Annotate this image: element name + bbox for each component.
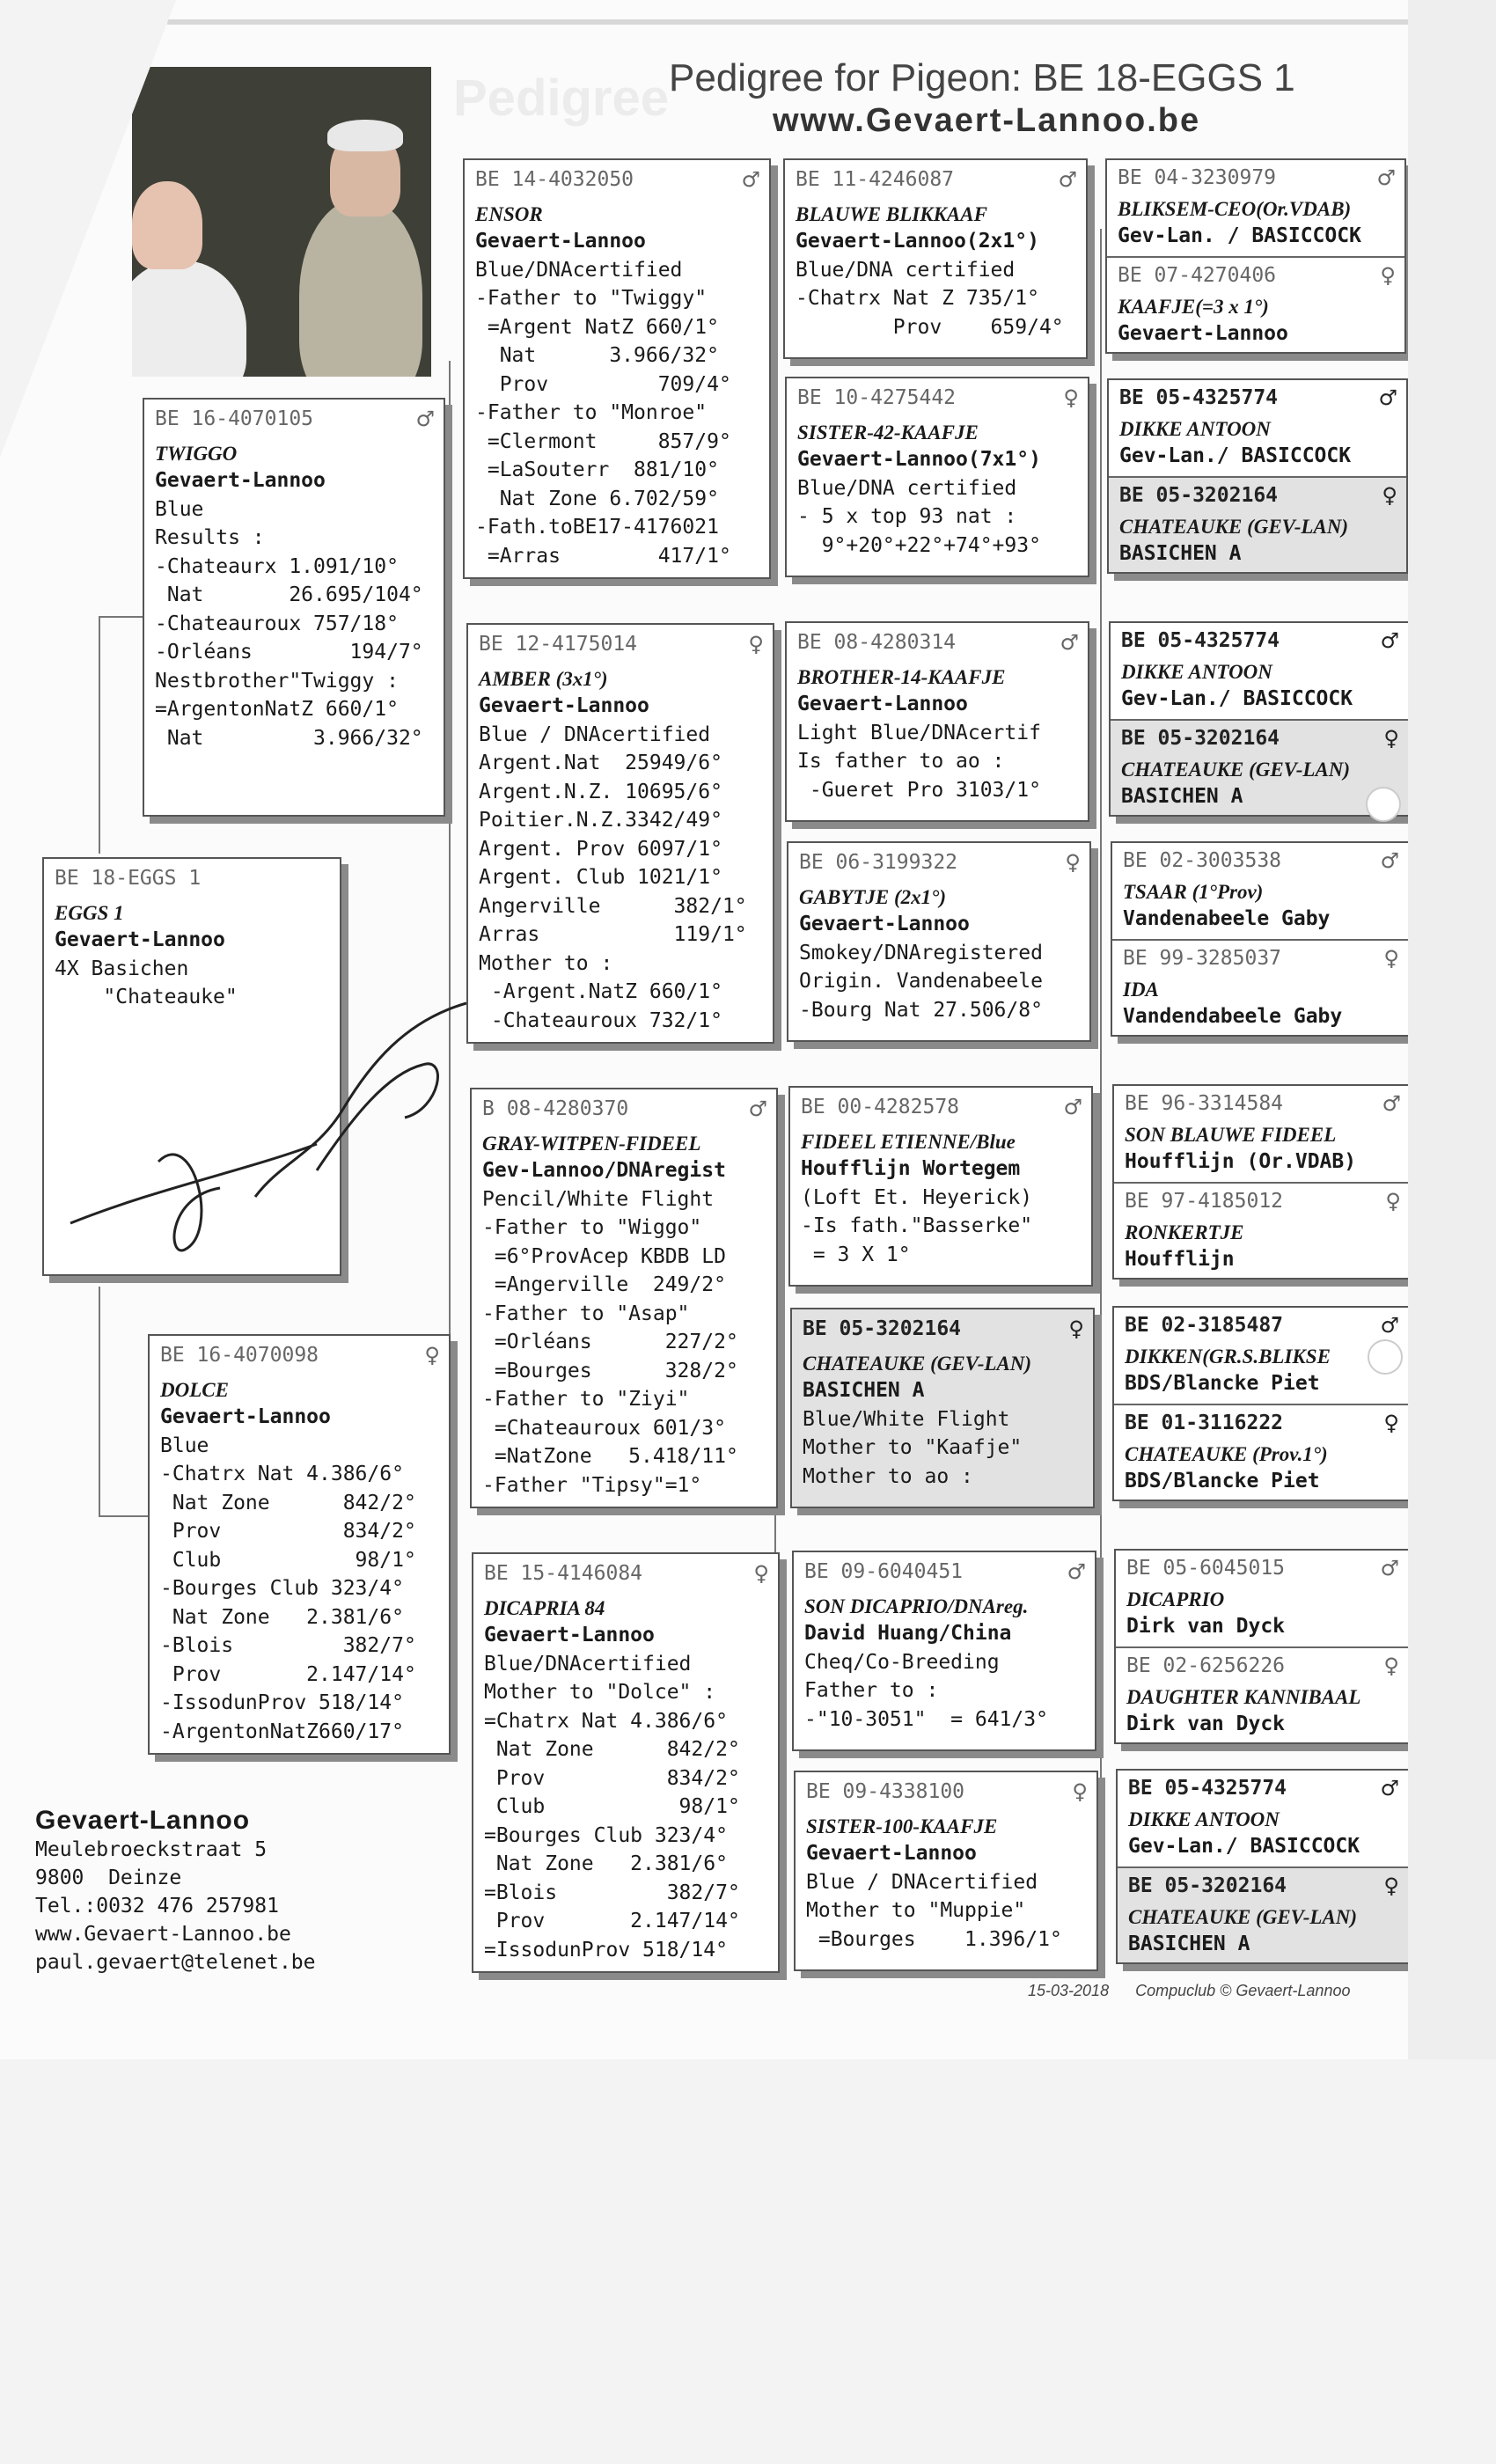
ancestor-female[interactable]: [1111, 719, 1408, 815]
info-line: =Orléans 227/2°: [482, 1331, 738, 1353]
ancestor-pair-2[interactable]: [1107, 378, 1408, 574]
background-watermark: Pedigree: [453, 70, 669, 127]
info-line: Blue: [155, 497, 204, 521]
info-line: Gevaert-Lannoo(7x1°): [797, 448, 1041, 471]
info-line: Father to :: [804, 1679, 939, 1702]
email-link[interactable]: paul.gevaert@telenet.be: [35, 1951, 316, 1974]
pigeon-card-mother[interactable]: [148, 1334, 451, 1755]
pigeon-name: DIKKE ANTOON: [1128, 1808, 1280, 1830]
male-icon: ♂: [1380, 848, 1399, 873]
info-line: Nat Zone 6.702/59°: [475, 487, 719, 510]
pigeon-card-fmf[interactable]: [785, 621, 1089, 822]
info-line: -Father to "Ziyi": [482, 1388, 690, 1411]
pigeon-name: SON BLAUWE FIDEEL: [1125, 1124, 1337, 1146]
ring-number: BE 05-3202164: [1128, 1874, 1287, 1897]
info-line: Gevaert-Lannoo(2x1°): [796, 230, 1039, 253]
male-icon: ♂: [1380, 628, 1399, 653]
female-icon: ♀: [1068, 1316, 1084, 1341]
info-line: Prov 834/2°: [484, 1766, 740, 1790]
ring-number: BE 01-3116222: [1125, 1412, 1284, 1434]
pigeon-name: FIDEEL ETIENNE/Blue: [801, 1131, 1016, 1153]
pigeon-name: CHATEAUKE (GEV-LAN): [803, 1353, 1032, 1375]
pigeon-name: EGGS 1: [55, 902, 124, 924]
breeder-line: Gev-Lan./ BASICCOCK: [1121, 687, 1353, 710]
male-icon: ♂: [1380, 1313, 1399, 1338]
ring-number: BE 00-4282578: [801, 1096, 960, 1118]
pigeon-name: AMBER (3x1°): [479, 668, 608, 690]
info-line: - 5 x top 93 nat :: [797, 505, 1017, 528]
ancestor-male[interactable]: [1114, 1308, 1408, 1404]
ring-number: BE 04-3230979: [1118, 166, 1277, 189]
info-line: -Orléans 194/7°: [155, 641, 423, 664]
pigeon-card-fff[interactable]: [783, 158, 1088, 359]
info-line: Gevaert-Lannoo: [55, 928, 225, 951]
page-title: Pedigree for Pigeon: BE 18-EGGS 1: [669, 56, 1295, 99]
ring-number: BE 11-4246087: [796, 168, 955, 191]
info-line: Nat 26.695/104°: [155, 583, 423, 606]
ring-number: BE 09-6040451: [804, 1560, 964, 1583]
ring-number: BE 09-4338100: [806, 1780, 965, 1803]
info-line: Gevaert-Lannoo: [484, 1624, 655, 1646]
ring-number: BE 97-4185012: [1125, 1190, 1284, 1213]
female-icon: ♀: [1063, 385, 1079, 410]
info-line: Nestbrother"Twiggy :: [155, 669, 399, 693]
male-icon: ♂: [741, 167, 760, 192]
pigeon-card-mff[interactable]: [788, 1086, 1093, 1287]
ancestor-female[interactable]: [1107, 256, 1404, 352]
pigeon-name: IDA: [1123, 979, 1159, 1001]
info-line: =Chatrx Nat 4.386/6°: [484, 1709, 728, 1733]
owners-photo: [132, 67, 431, 377]
info-line: -Chateauroux 757/18°: [155, 612, 399, 635]
info-line: Argent.N.Z. 10695/6°: [479, 780, 722, 803]
ancestor-male[interactable]: [1111, 623, 1408, 719]
breeder-line: Houfflijn (Or.VDAB): [1125, 1150, 1357, 1173]
pigeon-name: CHATEAUKE (GEV-LAN): [1119, 516, 1349, 538]
pigeon-name: RONKERTJE: [1125, 1221, 1244, 1243]
ring-number: BE 02-6256226: [1126, 1654, 1286, 1677]
info-line: Poitier.N.Z.3342/49°: [479, 809, 722, 832]
pigeon-name: DICAPRIA 84: [484, 1597, 605, 1619]
ring-number: BE 16-4070105: [155, 407, 314, 430]
male-icon: ♂: [1067, 1559, 1086, 1584]
pigeon-card-father[interactable]: [143, 398, 445, 817]
info-line: "Chateauke": [55, 986, 238, 1008]
info-line: Prov 2.147/14°: [484, 1910, 740, 1932]
info-line: Smokey/DNAregistered: [799, 941, 1043, 964]
info-line: -Father to "Twiggy": [475, 287, 708, 310]
info-line: Prov 2.147/14°: [160, 1662, 416, 1686]
ancestor-pair-5[interactable]: [1112, 1084, 1412, 1280]
print-footer: 15-03-2018 Compuclub © Gevaert-Lannoo: [1028, 1982, 1351, 1999]
info-line: Nat Zone 842/2°: [484, 1738, 740, 1761]
pigeon-name: SON DICAPRIO/DNAreg.: [804, 1595, 1029, 1617]
pigeon-name: KAAFJE(=3 x 1°): [1118, 296, 1269, 318]
breeder-line: Vandenabeele Gaby: [1123, 907, 1331, 930]
info-line: =Bourges 1.396/1°: [806, 1927, 1062, 1951]
pigeon-name: DIKKE ANTOON: [1121, 661, 1272, 683]
info-line: Blue/White Flight: [803, 1407, 1010, 1431]
info-line: Is father to ao :: [797, 750, 1005, 773]
male-icon: ♂: [1376, 165, 1396, 190]
breeder-line: Vandendabeele Gaby: [1123, 1005, 1343, 1028]
info-line: BASICHEN A: [803, 1379, 925, 1402]
info-line: Gevaert-Lannoo: [475, 230, 646, 253]
info-line: Gevaert-Lannoo: [799, 913, 970, 935]
info-line: Results :: [155, 526, 265, 549]
ring-number: BE 06-3199322: [799, 851, 958, 874]
ancestor-pair-3[interactable]: [1109, 621, 1410, 817]
ancestor-female[interactable]: [1109, 476, 1406, 572]
ring-number: BE 02-3185487: [1125, 1314, 1284, 1337]
info-line: -Fath.toBE17-4176021: [475, 516, 719, 539]
ring-number: BE 99-3285037: [1123, 947, 1282, 970]
pigeon-name: CHATEAUKE (GEV-LAN): [1128, 1906, 1358, 1928]
info-line: 4X Basichen: [55, 957, 189, 980]
ring-number: BE 05-3202164: [803, 1317, 962, 1340]
scan-edge: [167, 19, 1417, 25]
breeder-line: Gev-Lan. / BASICCOCK: [1118, 224, 1361, 247]
info-line: Gevaert-Lannoo: [797, 693, 968, 715]
info-line: =LaSouterr 881/10°: [475, 458, 719, 481]
info-line: Nat Zone 2.381/6°: [160, 1605, 404, 1629]
ring-number: BE 10-4275442: [797, 386, 957, 409]
info-line: Prov 834/2°: [160, 1520, 416, 1543]
male-icon: ♂: [1063, 1095, 1082, 1119]
info-line: -Chateaurx 1.091/10°: [155, 554, 399, 578]
ring-number: BE 18-EGGS 1: [55, 867, 202, 890]
scan-margin: [1408, 0, 1496, 2059]
info-line: -Father "Tipsy"=1°: [482, 1473, 702, 1497]
info-line: Club 98/1°: [160, 1548, 416, 1572]
info-line: Blue/DNAcertified: [475, 258, 683, 282]
ancestor-male[interactable]: [1116, 1551, 1408, 1646]
ring-number: BE 08-4280314: [797, 631, 957, 654]
pigeon-card-mmf[interactable]: [792, 1551, 1096, 1751]
pigeon-name: CHATEAUKE (Prov.1°): [1125, 1443, 1328, 1465]
ring-number: BE 16-4070098: [160, 1344, 319, 1367]
pigeon-name: ENSOR: [475, 203, 543, 225]
info-line: Blue / DNAcertified: [479, 722, 711, 746]
info-line: Gevaert-Lannoo: [160, 1405, 331, 1428]
male-icon: ♂: [1380, 1556, 1399, 1580]
info-line: Gevaert-Lannoo: [155, 469, 326, 492]
ancestor-pair-6[interactable]: [1112, 1306, 1410, 1501]
info-line: Club 98/1°: [484, 1795, 740, 1818]
female-icon: ♀: [1382, 483, 1397, 508]
info-line: Light Blue/DNAcertif: [797, 721, 1041, 744]
breeder-line: Houfflijn: [1125, 1248, 1235, 1271]
info-line: Mother to ao :: [803, 1464, 973, 1488]
info-line: =Argent NatZ 660/1°: [475, 315, 719, 339]
female-icon: ♀: [1065, 850, 1081, 875]
breeder-line: BASICHEN A: [1119, 542, 1242, 565]
pigeon-card-ffm[interactable]: [785, 377, 1089, 577]
ancestor-female[interactable]: [1112, 939, 1408, 1035]
info-line: Argent. Club 1021/1°: [479, 866, 722, 889]
pigeon-name: BROTHER-14-KAAFJE: [797, 666, 1006, 688]
info-line: Pencil/White Flight: [482, 1187, 715, 1211]
info-line: Nat 3.966/32°: [475, 344, 719, 367]
info-line: = 3 X 1°: [801, 1243, 911, 1266]
info-line: =Bourges Club 323/4°: [484, 1823, 728, 1847]
info-line: David Huang/China: [804, 1622, 1012, 1645]
info-line: Origin. Vandenabeele: [799, 970, 1043, 993]
ancestor-male[interactable]: [1107, 160, 1404, 256]
breeder-line: Gev-Lan./ BASICCOCK: [1128, 1835, 1360, 1858]
info-line: -Bourges Club 323/4°: [160, 1577, 404, 1600]
info-line: -Bourg Nat 27.506/8°: [799, 998, 1043, 1022]
info-line: Gev-Lannoo/DNAregist: [482, 1159, 726, 1182]
ring-number: BE 05-4325774: [1128, 1777, 1287, 1800]
ring-number: BE 05-4325774: [1121, 629, 1280, 652]
info-line: 9°+20°+22°+74°+93°: [797, 533, 1041, 557]
ring-number: B 08-4280370: [482, 1097, 629, 1120]
pigeon-card-ff[interactable]: [463, 158, 771, 579]
pigeon-name: GABYTJE (2x1°): [799, 886, 946, 908]
breeder-line: BDS/Blancke Piet: [1125, 1372, 1320, 1395]
pigeon-name: SISTER-100-KAAFJE: [806, 1815, 998, 1837]
ring-number: BE 05-6045015: [1126, 1557, 1286, 1580]
pigeon-name: BLIKSEM-CEO(Or.VDAB): [1118, 198, 1352, 220]
pigeon-name: DOLCE: [160, 1379, 229, 1401]
ancestor-female[interactable]: [1118, 1866, 1408, 1962]
female-icon: ♀: [1385, 1189, 1401, 1214]
contact-block: [35, 1806, 316, 1976]
breeder-line: Gevaert-Lannoo: [1118, 322, 1288, 345]
female-icon: ♀: [1383, 1654, 1399, 1678]
info-line: =6°ProvAcep KBDB LD: [482, 1244, 726, 1268]
ring-number: BE 96-3314584: [1125, 1092, 1284, 1115]
breeder-line: BASICHEN A: [1128, 1932, 1250, 1955]
punch-hole: [1366, 787, 1401, 822]
info-line: =IssodunProv 518/14°: [484, 1938, 728, 1962]
info-line: Blue/DNA certified: [797, 476, 1017, 500]
female-icon: ♀: [1072, 1779, 1088, 1804]
info-line: -Is fath."Basserke": [801, 1214, 1033, 1237]
info-line: Nat 3.966/32°: [155, 726, 423, 750]
info-line: =ArgentonNatZ 660/1°: [155, 698, 399, 721]
ring-number: BE 15-4146084: [484, 1562, 643, 1585]
ancestor-male[interactable]: [1118, 1771, 1408, 1866]
ancestor-female[interactable]: [1116, 1646, 1408, 1742]
ancestor-female[interactable]: [1114, 1404, 1408, 1500]
info-line: -Father to "Asap": [482, 1302, 690, 1325]
male-icon: ♂: [415, 407, 435, 431]
website-link[interactable]: www.Gevaert-Lannoo.be: [35, 1923, 291, 1946]
ancestor-male[interactable]: [1112, 843, 1408, 939]
pigeon-card-mfm[interactable]: [790, 1308, 1095, 1508]
phone-line: Tel.:0032 476 257981: [35, 1895, 279, 1918]
info-line: -Father to "Wiggo": [482, 1216, 702, 1239]
ring-number: BE 02-3003538: [1123, 849, 1282, 872]
pigeon-card-mf[interactable]: [470, 1088, 778, 1508]
info-line: =Bourges 328/2°: [482, 1359, 738, 1382]
info-line: -Father to "Monroe": [475, 401, 708, 424]
info-line: -Chateauroux 732/1°: [479, 1008, 722, 1032]
breeder-line: Gev-Lan./ BASICCOCK: [1119, 444, 1352, 467]
female-icon: ♀: [1383, 946, 1399, 971]
punch-hole: [1368, 1339, 1403, 1375]
info-line: Mother to :: [479, 951, 613, 975]
info-line: =Blois 382/7°: [484, 1881, 740, 1904]
info-line: Gevaert-Lannoo: [806, 1842, 977, 1865]
pigeon-name: CHATEAUKE (GEV-LAN): [1121, 759, 1351, 781]
info-line: =Chateauroux 601/3°: [482, 1416, 726, 1440]
female-icon: ♀: [748, 632, 764, 656]
info-line: Mother to "Muppie": [806, 1899, 1026, 1922]
pigeon-name: DIKKE ANTOON: [1119, 418, 1271, 440]
male-icon: ♂: [1058, 167, 1077, 192]
breeder-line: Dirk van Dyck: [1126, 1615, 1286, 1638]
info-line: Nat Zone 842/2°: [160, 1491, 416, 1514]
folded-corner: [0, 0, 176, 458]
ancestor-pair-8[interactable]: [1116, 1769, 1410, 1964]
pigeon-name: BLAUWE BLIKKAAF: [796, 203, 987, 225]
female-icon: ♀: [1383, 726, 1399, 751]
handwritten-signature: [53, 968, 493, 1285]
info-line: Houfflijn Wortegem: [801, 1157, 1021, 1180]
info-line: =NatZone 5.418/11°: [482, 1445, 738, 1468]
info-line: -IssodunProv 518/14°: [160, 1691, 404, 1714]
ring-number: BE 07-4270406: [1118, 264, 1277, 287]
info-line: -Chatrx Nat Z 735/1°: [796, 287, 1039, 310]
breeder-name: Gevaert-Lannoo: [35, 1806, 251, 1835]
info-line: Gevaert-Lannoo: [479, 694, 649, 717]
info-line: Arras 119/1°: [479, 923, 747, 946]
breeder-line: BASICHEN A: [1121, 785, 1243, 808]
info-line: -Blois 382/7°: [160, 1634, 416, 1657]
female-icon: ♀: [1380, 263, 1396, 288]
ring-number: BE 14-4032050: [475, 168, 634, 191]
female-icon: ♀: [424, 1343, 440, 1368]
info-line: -Gueret Pro 3103/1°: [797, 778, 1041, 802]
pigeon-card-fm[interactable]: [466, 623, 774, 1044]
male-icon: ♂: [1060, 630, 1079, 655]
info-line: Blue/DNA certified: [796, 258, 1016, 282]
ancestor-pair-7[interactable]: [1114, 1549, 1410, 1744]
info-line: Cheq/Co-Breeding: [804, 1650, 1000, 1674]
ring-number: BE 05-3202164: [1119, 484, 1279, 507]
ancestor-female[interactable]: [1114, 1182, 1410, 1278]
ancestor-male[interactable]: [1114, 1086, 1410, 1182]
male-icon: ♂: [748, 1096, 767, 1121]
info-line: Prov 709/4°: [475, 372, 731, 396]
breeder-line: BDS/Blancke Piet: [1125, 1470, 1320, 1492]
pigeon-name: DICAPRIO: [1126, 1588, 1225, 1610]
pigeon-name: DAUGHTER KANNIBAAL: [1126, 1686, 1361, 1708]
breeder-line: Dirk van Dyck: [1126, 1712, 1286, 1735]
info-line: Blue/DNAcertified: [484, 1652, 692, 1676]
info-line: Argent. Prov 6097/1°: [479, 837, 722, 861]
info-line: Nat Zone 2.381/6°: [484, 1852, 728, 1875]
website-url[interactable]: www.Gevaert-Lannoo.be: [773, 102, 1201, 139]
ring-number: BE 12-4175014: [479, 633, 638, 656]
city-line: 9800 Deinze: [35, 1866, 182, 1889]
pigeon-name: GRAY-WITPEN-FIDEEL: [482, 1133, 701, 1155]
pigeon-name: DIKKEN(GR.S.BLIKSE: [1125, 1346, 1331, 1368]
ring-number: BE 05-4325774: [1119, 386, 1279, 409]
ancestor-male[interactable]: [1109, 380, 1406, 476]
info-line: =Angerville 249/2°: [482, 1273, 726, 1296]
info-line: Mother to "Kaafje": [803, 1436, 1023, 1459]
pigeon-card-mm[interactable]: [472, 1552, 780, 1973]
male-icon: ♂: [1380, 1776, 1399, 1800]
female-icon: ♀: [1383, 1874, 1399, 1898]
ancestor-pair-4[interactable]: [1111, 841, 1410, 1037]
female-icon: ♀: [1383, 1411, 1399, 1435]
address-line: Meulebroeckstraat 5: [35, 1838, 268, 1861]
ring-number: BE 05-3202164: [1121, 727, 1280, 750]
info-line: Mother to "Dolce" :: [484, 1681, 716, 1704]
female-icon: ♀: [753, 1561, 769, 1586]
info-line: Blue: [160, 1434, 209, 1457]
male-icon: ♂: [1378, 385, 1397, 410]
info-line: =Arras 417/1°: [475, 544, 731, 568]
info-line: Prov 659/4°: [796, 315, 1064, 339]
pigeon-card-fmm[interactable]: [787, 841, 1091, 1042]
pigeon-name: TWIGGO: [155, 443, 238, 465]
info-line: (Loft Et. Heyerick): [801, 1185, 1033, 1209]
info-line: -Chatrx Nat 4.386/6°: [160, 1463, 404, 1485]
ancestor-pair-1[interactable]: [1105, 158, 1406, 354]
info-line: =Clermont 857/9°: [475, 429, 731, 453]
male-icon: ♂: [1382, 1091, 1401, 1116]
info-line: Angerville 382/1°: [479, 894, 747, 918]
pigeon-card-mmm[interactable]: [794, 1771, 1098, 1971]
info-line: -ArgentonNatZ660/17°: [160, 1720, 404, 1743]
pigeon-name: TSAAR (1°Prov): [1123, 881, 1264, 903]
info-line: Blue / DNAcertified: [806, 1870, 1038, 1894]
info-line: Argent.Nat 25949/6°: [479, 752, 722, 774]
pigeon-name: SISTER-42-KAAFJE: [797, 422, 979, 444]
info-line: -Argent.NatZ 660/1°: [479, 980, 722, 1003]
info-line: -"10-3051" = 641/3°: [804, 1707, 1048, 1731]
